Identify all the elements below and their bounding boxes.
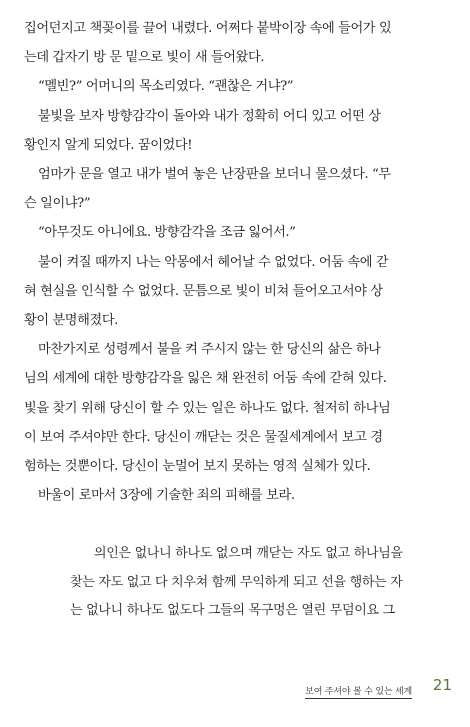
- text-line: 슨 일이냐?”: [24, 196, 91, 212]
- text-line: 불이 켜질 때까지 나는 악몽에서 헤어날 수 없었다. 어둠 속에 갇: [38, 254, 389, 270]
- text-line: “아무것도 아니에요. 방향감각을 조금 잃어서.”: [38, 225, 296, 241]
- text-line: 황인지 알게 되었다. 꿈이었다!: [24, 137, 193, 153]
- text-line: 황이 분명해졌다.: [24, 313, 118, 329]
- page-number: 21: [432, 676, 452, 694]
- text-line: 엄마가 문을 열고 내가 벌여 놓은 난장판을 보더니 물으셨다. “무: [38, 167, 391, 183]
- text-line: 마찬가지로 성령께서 불을 켜 주시지 않는 한 당신의 삶은 하나: [38, 342, 381, 358]
- quote-line: 의인은 없나니 하나도 없으며 깨닫는 자도 없고 하나님을: [94, 546, 403, 561]
- body-text: [24, 14, 456, 510]
- quote-line: 는 없나니 하나도 없도다 그들의 목구멍은 열린 무덤이요 그: [70, 603, 395, 618]
- text-line: “멜빈?” 어머니의 목소리였다. “괜찮은 거냐?”: [38, 79, 294, 95]
- running-footer-title: 보여 주셔야 볼 수 있는 세계: [305, 684, 412, 699]
- text-line: 집어던지고 책꽂이를 끌어 내렸다. 어쩌다 붙박이장 속에 들어가 있: [24, 21, 392, 36]
- text-line: 혀 현실을 인식할 수 없었다. 문틈으로 빛이 비쳐 들어오고서야 상: [24, 283, 383, 299]
- text-line: 이 보여 주셔야만 한다. 당신이 깨닫는 것은 물질세계에서 보고 경: [24, 429, 383, 445]
- quote-line: 찾는 자도 없고 다 치우쳐 함께 무익하게 되고 선을 행하는 자: [70, 574, 403, 590]
- scripture-quote: [24, 540, 456, 626]
- text-line: 님의 세계에 대한 방향감각을 잃은 채 완전히 어둠 속에 갇혀 있다.: [24, 371, 387, 387]
- text-line: 바울이 로마서 3장에 기술한 죄의 피해를 보라.: [38, 488, 295, 504]
- text-line: 험하는 것뿐이다. 당신이 눈멀어 보지 못하는 영적 실체가 있다.: [24, 459, 371, 475]
- text-line: 는데 갑자기 방 문 밑으로 빛이 새 들어왔다.: [24, 50, 265, 66]
- text-line: 빛을 찾기 위해 당신이 할 수 있는 일은 하나도 없다. 철저히 하나님: [24, 400, 391, 416]
- text-line: 불빛을 보자 방향감각이 돌아와 내가 정확히 어디 있고 어떤 상: [38, 108, 381, 124]
